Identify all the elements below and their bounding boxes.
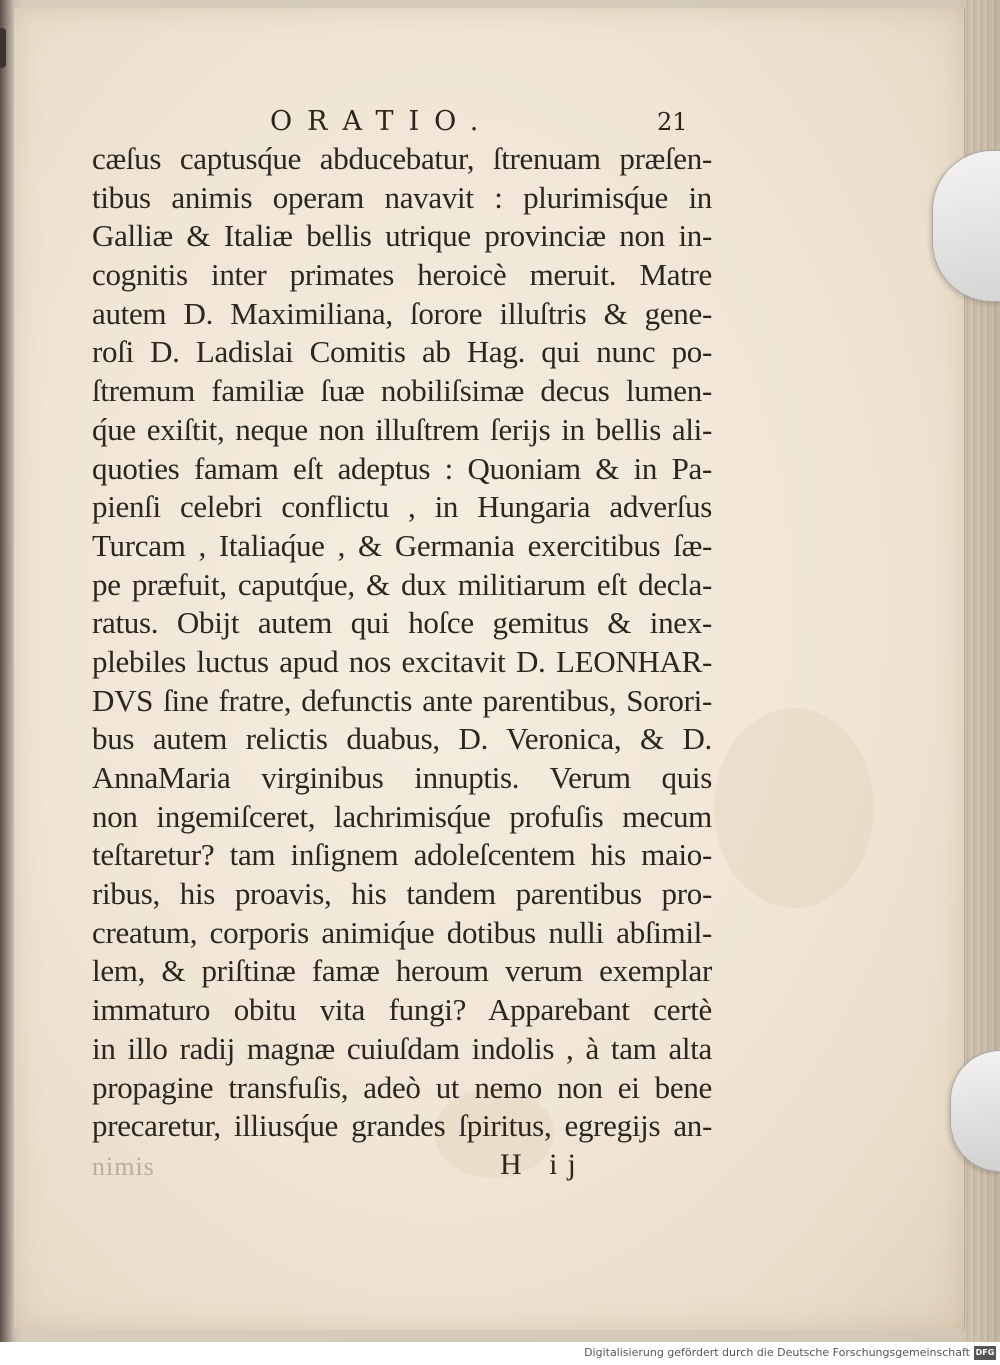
text-line: ſtremum familiæ ſuæ nobiliſsimæ decus lumen- <box>92 373 712 409</box>
catchword: nimis <box>92 1151 155 1181</box>
text-line: roſi D. Ladislai Comitis ab Hag. qui nunc po- <box>92 334 712 370</box>
funding-credit: Digitalisierung gefördert durch die Deutsche Forschungsgemeinschaft <box>584 1346 970 1359</box>
text-line: creatum, corporis animiq́ue dotibus nulli abſimil- <box>92 914 712 950</box>
text-line: Turcam , Italiaq́ue , & Germania exercitibus ſæ- <box>92 527 712 563</box>
text-line: non ingemiſceret, lachrimisq́ue profuſis mecum <box>92 798 712 834</box>
text-line: ribus, his proavis, his tandem parentibus pro- <box>92 876 712 912</box>
text-line: immaturo obitu vita fungi? Apparebant certè <box>92 992 712 1028</box>
text-line: Galliæ & Italiæ bellis utrique provinciæ non in- <box>92 218 712 254</box>
credit-bar <box>0 1342 1000 1365</box>
text-line: in illo radiј magnæ cuiuſdam indolis , à tam alta <box>92 1030 712 1066</box>
text-line: cognitis inter primates heroicè meruit. Matre <box>92 257 712 293</box>
text-line: precaretur, illiusq́ue grandes ſpiritus, egregiјs an- <box>92 1108 712 1144</box>
page-footer <box>92 1148 712 1188</box>
dfg-logo: DFG <box>974 1346 996 1360</box>
binding-hole <box>0 28 6 68</box>
text-line: quoties famam eſt adeptus : Quoniam & in Pa- <box>92 450 712 486</box>
running-head: ORATIO. <box>270 106 494 137</box>
text-line: ratus. Obiјt autem qui hoſce gemitus & inex- <box>92 605 712 641</box>
text-line: AnnaMaria virginibus innuptis. Verum quis <box>92 760 712 795</box>
text-line: tibus animis operam navavit : plurimisq́ue in <box>92 179 712 215</box>
text-line: cæſus captusq́ue abducebatur, ſtrenuam præſen- <box>92 141 712 176</box>
text-line: plebiles luctus apud nos excitavit D. LEONHAR- <box>92 643 712 679</box>
text-line: DVS ſine fratre, defunctis ante parentibus, Sorori- <box>92 682 712 718</box>
page-stain <box>714 708 874 908</box>
body-text <box>92 140 712 1146</box>
text-line: q́ue exiſtit, neque non illuſtrem ſeriјs in bellis ali- <box>92 411 712 447</box>
page-header <box>92 100 712 140</box>
text-line: teſtaretur? tam inſignem adoleſcentem his maio- <box>92 837 712 873</box>
signature-mark: H ij <box>500 1147 586 1181</box>
text-line: pienſi celebri conflictu , in Hungaria adverſus <box>92 489 712 525</box>
text-line: lem, & priſtinæ famæ heroum verum exemplar <box>92 953 712 989</box>
text-block <box>92 100 712 1188</box>
text-line: autem D. Maximiliana, ſorore illuſtris & gene- <box>92 295 712 331</box>
text-line: propagine transfuſis, adeò ut nemo non ei bene <box>92 1069 712 1105</box>
text-line: pe præfuit, caputq́ue, & dux militiarum eſt decla- <box>92 566 712 602</box>
page-number: 21 <box>657 108 688 136</box>
text-line: bus autem relictis duabus, D. Veronica, & D. <box>92 721 712 757</box>
